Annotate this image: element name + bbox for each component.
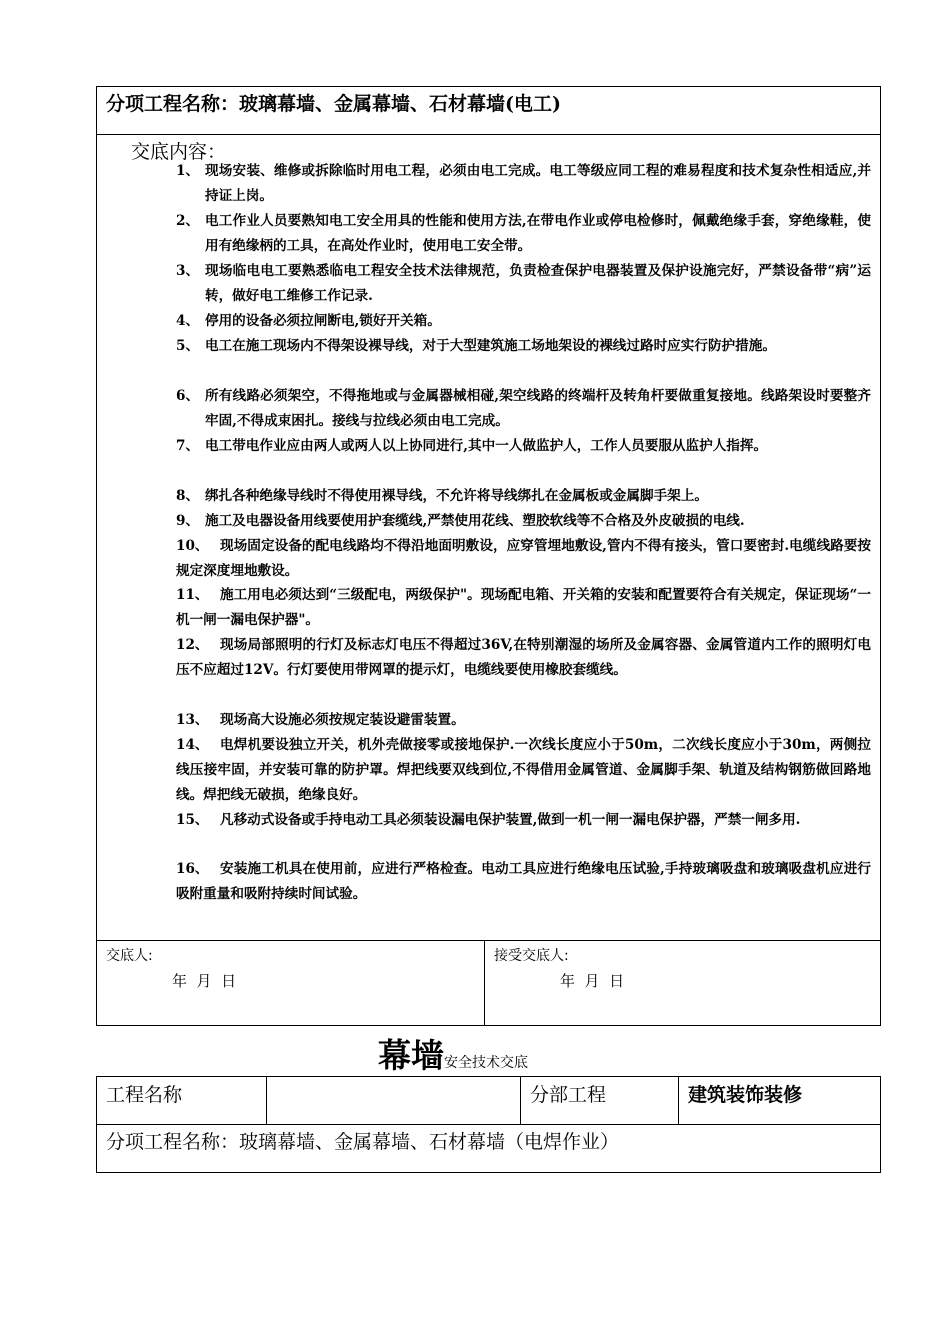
content-label: 交底内容：	[131, 141, 227, 163]
list-item	[176, 334, 871, 359]
item-text: 停用的设备必须拉闸断电,锁好开关箱。	[205, 313, 441, 329]
list-item	[176, 808, 871, 833]
row-divider	[96, 940, 881, 941]
title-small: 安全技术交底	[444, 1055, 528, 1071]
list-item	[176, 534, 871, 584]
row-divider	[96, 134, 881, 135]
list-item	[176, 259, 871, 309]
list-item	[176, 583, 871, 633]
item-text: 现场高大设施必须按规定装设避雷装置。	[220, 712, 465, 728]
item-text: 电工带电作业应由两人或两人以上协同进行,其中一人做监护人，工作人员要服从监护人指挥。	[205, 438, 768, 454]
item-text: 所有线路必须架空，不得拖地或与金属器械相碰,架空线路的终端杆及转角杆要做重复接地。线路架设时要整齐牢固,不得成束困扎。接线与拉线必须由电工完成。	[205, 388, 871, 429]
item-number: 16、	[176, 861, 209, 877]
item-number: 14、	[176, 737, 209, 753]
item-text: 凡移动式设备或手持电动工具必须装设漏电保护装置,做到一机一闸一漏电保护器，严禁一闸多用.	[220, 812, 801, 828]
project-name-label: 工程名称	[106, 1084, 183, 1106]
list-item	[176, 633, 871, 683]
item-number: 15、	[176, 812, 209, 828]
item-number: 6、	[176, 388, 200, 404]
discloser-label: 交底人:	[106, 948, 153, 964]
item-number: 3、	[176, 263, 200, 279]
item-number: 5、	[176, 338, 200, 354]
discloser-date: 年 月 日	[172, 972, 237, 990]
subproject-title-2: 分项工程名称：玻璃幕墙、金属幕墙、石材幕墙（电焊作业）	[106, 1131, 620, 1153]
list-item	[176, 857, 871, 907]
item-number: 13、	[176, 712, 209, 728]
item-text: 施工用电必须达到“三级配电，两级保护"。现场配电箱、开关箱的安装和配置要符合有关规定，保证现场“一机一闸一漏电保护器"。	[176, 587, 871, 628]
item-text: 施工及电器设备用线要使用护套缆线,严禁使用花线、塑胶软线等不合格及外皮破损的电线.	[205, 513, 745, 529]
row-divider	[96, 1124, 881, 1125]
division-value: 建筑装饰装修	[688, 1084, 803, 1106]
column-divider	[266, 1076, 267, 1124]
column-divider	[520, 1076, 521, 1124]
item-number: 10、	[176, 538, 209, 554]
column-divider	[678, 1076, 679, 1124]
item-text: 现场临电电工要熟悉临电工程安全技术法律规范，负责检查保护电器装置及保护设施完好，严禁设备带“病”运转，做好电工维修工作记录.	[205, 263, 871, 304]
item-text: 绑扎各种绝缘导线时不得使用裸导线，不允许将导线绑扎在金属板或金属脚手架上。	[205, 488, 708, 504]
item-text: 现场固定设备的配电线路均不得沿地面明敷设，应穿管埋地敷设,管内不得有接头，管口要密封.电缆线路要按规定深度埋地敷设。	[176, 538, 871, 579]
item-number: 4、	[176, 313, 200, 329]
list-item	[176, 209, 871, 259]
subproject-title: 分项工程名称：玻璃幕墙、金属幕墙、石材幕墙(电工)	[106, 93, 561, 115]
title-big: 幕墙	[378, 1036, 444, 1075]
item-number: 12、	[176, 637, 209, 653]
list-item	[176, 309, 871, 334]
list-item	[176, 159, 871, 209]
item-text: 电焊机要设独立开关，机外壳做接零或接地保护.一次线长度应小于50m，二次线长度应小于30m，两侧拉线压接牢固，并安装可靠的防护罩。焊把线要双线到位,不得借用金属管道、金属脚手架、轨道及结构钢筋做回路地线。焊把线无破损，绝缘良好。	[176, 737, 871, 803]
receiver-label: 接受交底人:	[494, 948, 569, 964]
item-number: 8、	[176, 488, 200, 504]
list-item	[176, 384, 871, 434]
item-number: 7、	[176, 438, 200, 454]
list-item	[176, 484, 871, 509]
item-number: 9、	[176, 513, 200, 529]
division-label: 分部工程	[530, 1084, 607, 1106]
item-text: 电工作业人员要熟知电工安全用具的性能和使用方法,在带电作业或停电检修时，佩戴绝缘手套，穿绝缘鞋，使用有绝缘柄的工具，在高处作业时，使用电工安全带。	[205, 213, 871, 254]
item-number: 11、	[176, 587, 209, 603]
list-item	[176, 509, 871, 534]
list-item	[176, 708, 871, 733]
item-number: 1、	[176, 163, 200, 179]
item-text: 现场局部照明的行灯及标志灯电压不得超过36V,在特别潮湿的场所及金属容器、金属管道内工作的照明灯电压不应超过12V。行灯要使用带网罩的提示灯，电缆线要使用橡胶套缆线。	[176, 637, 871, 678]
item-text: 电工在施工现场内不得架设裸导线，对于大型建筑施工场地架设的裸线过路时应实行防护措施。	[205, 338, 776, 354]
list-item	[176, 434, 871, 459]
list-item	[176, 733, 871, 808]
item-text: 安装施工机具在使用前，应进行严格检查。电动工具应进行绝缘电压试验,手持玻璃吸盘和玻璃吸盘机应进行吸附重量和吸附持续时间试验。	[176, 861, 871, 902]
document-title	[378, 1030, 528, 1077]
receiver-date: 年 月 日	[560, 972, 625, 990]
column-divider	[484, 940, 485, 1026]
item-number: 2、	[176, 213, 200, 229]
item-text: 现场安装、维修或拆除临时用电工程，必须由电工完成。电工等级应同工程的难易程度和技术复杂性相适应,并持证上岗。	[205, 163, 871, 204]
